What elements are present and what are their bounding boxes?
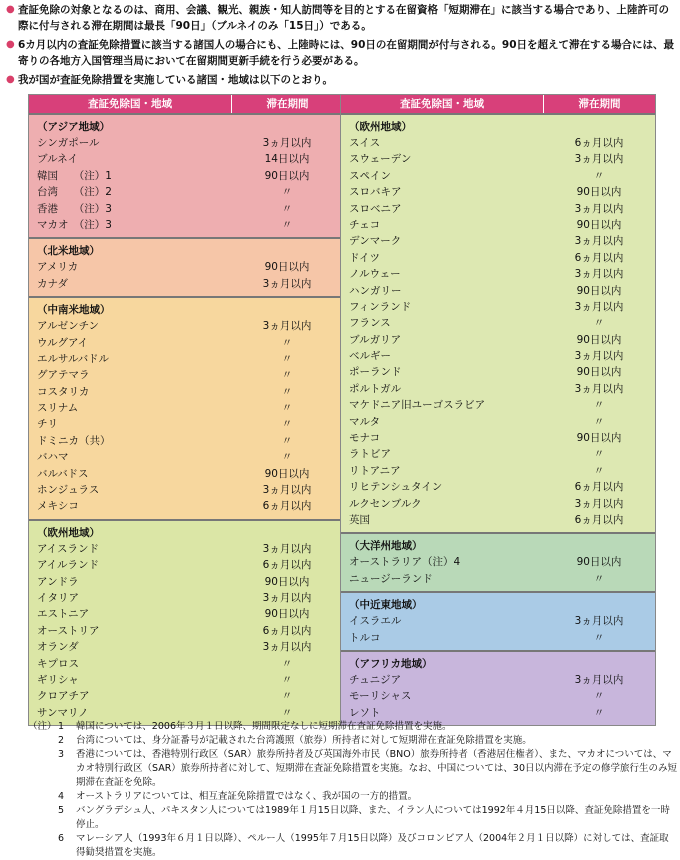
country-name: リトアニア <box>349 464 401 477</box>
region-block <box>29 296 343 519</box>
country-name: フランス <box>349 317 391 330</box>
country-name: イタリア <box>37 591 79 604</box>
country-name: ドミニカ（共） <box>37 434 111 447</box>
stay-period: 〃 <box>281 202 293 215</box>
country-name: スウェーデン <box>349 153 412 166</box>
country-name: キプロス <box>37 657 79 670</box>
stay-period: 3ヵ月以内 <box>574 235 624 248</box>
intro-bullets <box>6 2 676 91</box>
stay-period: 〃 <box>593 169 605 182</box>
stay-period: 3ヵ月以内 <box>262 277 312 290</box>
country-name: アルゼンチン <box>37 320 100 333</box>
stay-period: 〃 <box>281 418 293 431</box>
stay-period: 〃 <box>281 673 293 686</box>
country-name: ラトビア <box>349 448 391 461</box>
country-column <box>29 298 231 519</box>
stay-period: 6ヵ月以内 <box>262 624 312 637</box>
stay-period: 〃 <box>281 706 293 719</box>
stay-period: 6ヵ月以内 <box>574 251 624 264</box>
stay-period: 90日以内 <box>576 218 622 231</box>
country-name: エストニア <box>37 608 90 621</box>
period-column <box>543 652 655 725</box>
table-header <box>341 95 655 113</box>
stay-period: 6ヵ月以内 <box>574 513 624 526</box>
stay-period: 3ヵ月以内 <box>574 202 624 215</box>
period-header: 滞在期間 <box>266 98 309 110</box>
country-name: メキシコ <box>37 500 79 513</box>
country-column <box>341 593 543 650</box>
stay-period: 〃 <box>593 706 605 719</box>
footnotes <box>28 720 678 860</box>
footnote-item <box>28 720 678 734</box>
country-name: イスラエル <box>349 615 402 628</box>
stay-period: 3ヵ月以内 <box>262 641 312 654</box>
stay-period: 3ヵ月以内 <box>574 153 624 166</box>
stay-period: 90日以内 <box>576 284 622 297</box>
country-header: 査証免除国・地域 <box>29 95 232 113</box>
footnote-text: バングラデシュ人、パキスタン人については1989年１月15日以降、また、イラン人については1992年４月15日以降、査証免除措置を一時停止。 <box>76 805 670 830</box>
country-column <box>29 521 231 725</box>
stay-period: 6ヵ月以内 <box>574 481 624 494</box>
stay-period: 〃 <box>281 657 293 670</box>
country-name: オーストリア <box>37 624 100 637</box>
stay-period: 3ヵ月以内 <box>262 137 312 149</box>
bullet-item: ● 査証免除の対象となるのは、商用、会議、観光、親族・知人訪問等を目的とする在留資格「短期滞在」に該当する場合であり、上陸許可の際に付与される滞在期間は最長「90日」（ブルネイのみ「15日」）である。 <box>6 4 669 32</box>
stay-period: 90日以内 <box>264 608 310 621</box>
period-column <box>543 115 655 532</box>
country-name: グアテマラ <box>37 369 90 382</box>
region-title: （大洋州地域） <box>349 540 423 553</box>
stay-period: 〃 <box>593 690 605 703</box>
country-name: アンドラ <box>37 575 79 588</box>
country-column <box>29 239 231 296</box>
stay-period: 90日以内 <box>576 366 622 379</box>
stay-period: 〃 <box>281 336 293 349</box>
country-name: チェコ <box>349 218 381 231</box>
country-name: ウルグアイ <box>37 336 89 349</box>
country-name: モーリシャス <box>349 690 412 703</box>
country-name: ベルギー <box>349 350 391 363</box>
footnote-label: （注） <box>28 721 57 732</box>
country-name: ギリシャ <box>37 673 79 686</box>
stay-period: 〃 <box>281 690 293 703</box>
country-name: フィンランド <box>349 300 412 313</box>
country-name: ニュージーランド <box>349 572 433 585</box>
table-header <box>29 95 343 113</box>
country-name: エルサルバドル <box>37 352 110 365</box>
country-name: リヒテンシュタイン <box>349 481 443 494</box>
bullet-item: ● 6カ月以内の査証免除措置に該当する諸国人の場合にも、上陸時には、90日の在留期間が付与される。90日を超えて滞在する場合には、最寄りの各地方入国管理当局において在留期間更新手続を行う必要がある。 <box>6 39 675 67</box>
stay-period: 〃 <box>593 399 605 412</box>
country-name: ポルトガル <box>349 382 402 395</box>
stay-period: 90日以内 <box>576 333 622 346</box>
stay-period: 3ヵ月以内 <box>574 615 624 628</box>
country-name: スペイン <box>349 169 391 182</box>
stay-period: 3ヵ月以内 <box>574 268 624 281</box>
country-name: オーストラリア（注）4 <box>349 556 461 569</box>
country-name: ブルガリア <box>349 333 402 346</box>
country-name: カナダ <box>37 277 68 290</box>
stay-period: 3ヵ月以内 <box>574 497 624 510</box>
stay-period: 〃 <box>593 448 605 461</box>
period-column <box>231 298 343 519</box>
country-name: オランダ <box>37 641 79 654</box>
country-name: マケドニア旧ユーゴスラビア <box>349 399 486 412</box>
stay-period: 3ヵ月以内 <box>262 591 312 604</box>
footnote-label <box>28 804 58 832</box>
country-name: ハンガリー <box>349 284 402 297</box>
footnote-number: 1 <box>58 721 65 732</box>
stay-period: 6ヵ月以内 <box>262 500 312 513</box>
country-name: スロバキア <box>349 186 402 199</box>
footnote-text: 韓国については、2006年３月１日以降、期間限定なしに短期滞在査証免除措置を実施。 <box>76 721 452 732</box>
footnote-text: マレーシア人（1993年６月１日以降）、ペルー人（1995年７月15日以降）及びコロンビア人（2004年２月１日以降）に対しては、査証取得勧奨措置を実施。 <box>76 833 669 858</box>
country-name: 英国 <box>349 513 370 526</box>
footnote-number: 3 <box>58 749 65 760</box>
footnote-label <box>28 734 58 748</box>
bullet-item: ● 我が国が査証免除措置を実施している諸国・地域は以下のとおり。 <box>6 74 333 86</box>
footnote-number: 5 <box>58 805 65 816</box>
stay-period: 〃 <box>593 317 605 330</box>
region-title: （アジア地域） <box>37 121 111 133</box>
right-visa-table <box>340 94 656 726</box>
stay-period: 〃 <box>281 451 293 464</box>
country-name: スロベニア <box>349 202 402 215</box>
footnote-item <box>28 748 678 790</box>
country-name: アイスランド <box>37 542 99 555</box>
region-title: （欧州地域） <box>349 121 412 133</box>
stay-period: 〃 <box>281 186 293 199</box>
region-block <box>341 591 655 650</box>
country-column <box>341 652 543 725</box>
stay-period: 〃 <box>593 415 605 428</box>
footnote-item <box>28 804 678 832</box>
bullet-dot-icon: ● <box>6 74 15 85</box>
country-name: サンマリノ <box>37 706 89 719</box>
region-block <box>29 237 343 296</box>
stay-period: 6ヵ月以内 <box>574 137 624 149</box>
stay-period: 〃 <box>281 402 293 415</box>
stay-period: 3ヵ月以内 <box>262 484 312 497</box>
country-column <box>29 115 231 237</box>
country-name: ドイツ <box>349 251 380 264</box>
stay-period: 90日以内 <box>576 432 622 445</box>
country-name: チュニジア <box>349 673 402 686</box>
country-column <box>341 115 543 532</box>
country-name: 香港 （注）3 <box>37 202 112 215</box>
footnote-item <box>28 790 678 804</box>
region-title: （中近東地域） <box>349 599 423 612</box>
footnote-item <box>28 832 678 860</box>
bullet-dot-icon: ● <box>6 39 15 50</box>
stay-period: 〃 <box>593 572 605 585</box>
region-block <box>29 113 343 237</box>
country-name: マカオ （注）3 <box>37 218 112 231</box>
footnote-text: 台湾については、身分証番号が記載された台湾護照（旅券）所持者に対して短期滞在査証免除措置を実施。 <box>76 735 532 746</box>
stay-period: 〃 <box>281 369 293 382</box>
footnote-label <box>28 790 58 804</box>
stay-period: 3ヵ月以内 <box>574 350 624 363</box>
country-name: ホンジュラス <box>37 484 100 497</box>
country-name: ポーランド <box>349 366 402 379</box>
region-block <box>341 113 655 532</box>
period-column <box>543 593 655 650</box>
stay-period: 14日以内 <box>264 153 310 166</box>
stay-period: 3ヵ月以内 <box>262 542 312 555</box>
country-name: チリ <box>37 418 58 431</box>
country-column <box>341 534 543 591</box>
stay-period: 3ヵ月以内 <box>574 300 624 313</box>
country-name: バルバドス <box>37 467 89 480</box>
footnote-item <box>28 734 678 748</box>
region-title: （北米地域） <box>37 245 100 258</box>
stay-period: 90日以内 <box>264 261 310 274</box>
region-title: （中南米地域） <box>37 304 111 317</box>
region-block <box>341 650 655 725</box>
country-name: バハマ <box>37 451 69 464</box>
footnote-label <box>28 832 58 860</box>
stay-period: 〃 <box>281 218 293 231</box>
stay-period: 90日以内 <box>576 556 622 569</box>
country-name: アメリカ <box>37 261 79 274</box>
country-name: マルタ <box>349 415 381 428</box>
country-name: トルコ <box>349 631 381 644</box>
country-name: ルクセンブルク <box>349 497 422 510</box>
country-name: モナコ <box>349 432 381 445</box>
country-name: アイルランド <box>37 559 100 572</box>
stay-period: 〃 <box>281 352 293 365</box>
period-column <box>231 115 343 237</box>
region-title: （欧州地域） <box>37 526 100 539</box>
stay-period: 90日以内 <box>576 186 622 199</box>
footnote-number: 6 <box>58 833 65 844</box>
country-name: 韓国 （注）1 <box>37 169 112 182</box>
stay-period: 3ヵ月以内 <box>574 382 624 395</box>
country-name: クロアチア <box>37 690 90 703</box>
footnote-number: 2 <box>58 735 65 746</box>
period-header: 滞在期間 <box>578 98 621 110</box>
region-block <box>29 519 343 725</box>
stay-period: 〃 <box>281 434 293 447</box>
region-title: （アフリカ地域） <box>349 657 433 670</box>
period-column <box>231 239 343 296</box>
stay-period: 〃 <box>593 631 605 644</box>
stay-period: 〃 <box>593 464 605 477</box>
country-name: レソト <box>349 706 381 719</box>
left-visa-table <box>28 94 344 726</box>
footnote-number: 4 <box>58 791 65 802</box>
period-column <box>543 534 655 591</box>
region-block <box>341 532 655 591</box>
country-name: 台湾 （注）2 <box>37 186 112 199</box>
stay-period: 〃 <box>281 385 293 398</box>
stay-period: 3ヵ月以内 <box>574 673 624 686</box>
country-name: スイス <box>349 137 381 149</box>
country-name: ブルネイ <box>37 153 79 166</box>
country-name: コスタリカ <box>37 385 90 398</box>
footnote-label <box>28 748 58 790</box>
country-header: 査証免除国・地域 <box>341 95 544 113</box>
country-name: スリナム <box>37 402 79 415</box>
period-column <box>231 521 343 725</box>
stay-period: 90日以内 <box>264 169 310 182</box>
footnote-text: 香港については、香港特別行政区（SAR）旅券所持者及び英国海外市民（BNO）旅券所持者（香港居住権者）、また、マカオについては、マカオ特別行政区（SAR）旅券所持者に対して、短期滞在査証免除措置を実施。なお、中国については、30日以内滞在予定の修学旅行生のみ短期滞在査証を免除。 <box>76 749 678 788</box>
stay-period: 3ヵ月以内 <box>262 320 312 333</box>
stay-period: 90日以内 <box>264 467 310 480</box>
bullet-dot-icon: ● <box>6 4 15 15</box>
country-name: ノルウェー <box>349 268 401 281</box>
stay-period: 90日以内 <box>264 575 310 588</box>
country-name: デンマーク <box>349 235 402 248</box>
footnote-text: オーストラリアについては、相互査証免除措置ではなく、我が国の一方的措置。 <box>76 791 418 802</box>
country-name: シンガポール <box>37 137 100 149</box>
stay-period: 6ヵ月以内 <box>262 559 312 572</box>
